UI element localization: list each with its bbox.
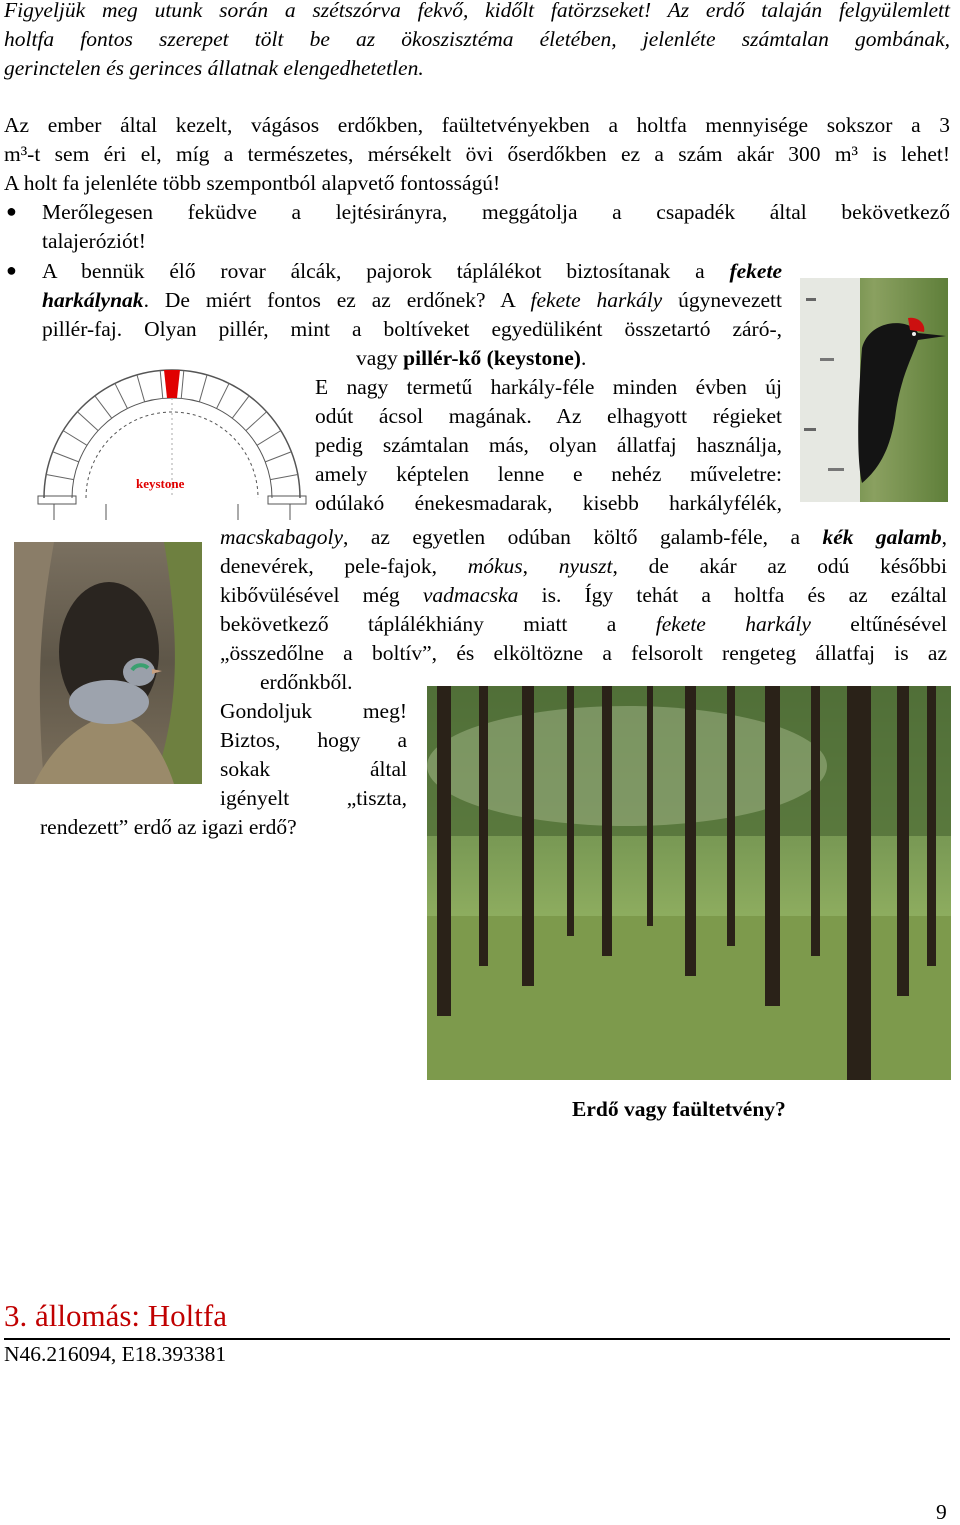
text-run: , <box>522 554 559 578</box>
arch-joint <box>137 375 145 402</box>
text-run: is. Így tehát a holtfa és az ezáltal <box>518 583 948 607</box>
keystone-label: keystone <box>136 476 185 491</box>
paragraph-line: odúlakó énekesmadarak, kisebb harkályfélék, <box>315 491 782 515</box>
arch-joint <box>53 452 79 462</box>
bullet-icon: ● <box>6 260 17 280</box>
paragraph-line: odút ácsol magának. Az elhagyott régieket <box>315 404 782 428</box>
arch-joint <box>95 396 112 418</box>
bullet-line: Merőlegesen feküdve a lejtésirányra, meggátolja a csapadék által bekövetkező <box>42 200 950 224</box>
pigeon-svg <box>14 542 202 784</box>
intro-line: Figyeljük meg utunk során a szétszórva fekvő, kidőlt fatörzseket! Az erdő talaján felgyülemlett <box>4 0 950 22</box>
arch-joint <box>77 412 98 431</box>
arch-joint <box>46 474 74 479</box>
text-run: kibővülésével még <box>220 583 423 607</box>
bullet-line: talajeróziót! <box>42 229 146 253</box>
question-line: rendezett” erdő az igazi erdő? <box>40 815 297 839</box>
arch-joint <box>199 375 207 402</box>
arch-joint <box>181 371 184 399</box>
arch-joint <box>217 383 229 408</box>
paragraph-line: A holt fa jelenléte több szempontból alapvető fontosságú! <box>4 171 501 195</box>
paragraph-line: E nagy termetű harkály-féle minden évben új <box>315 375 782 399</box>
gps-coordinates: N46.216094, E18.393381 <box>4 1342 227 1366</box>
species-paragraph <box>220 523 947 668</box>
intro-line: gerinctelen és gerinces állatnak elengedhetetlen. <box>4 56 424 80</box>
forest-plantation-photo <box>427 686 951 1080</box>
bullet-line: pillér-faj. Olyan pillér, mint a boltíveket egyedüliként összetartó záró-, <box>42 317 782 341</box>
text-run: vagy <box>356 346 404 370</box>
keystone-block <box>164 370 180 398</box>
text-run: pillér-kő (keystone) <box>403 346 581 370</box>
woodpecker-paragraph <box>315 373 782 518</box>
bullet-erosion <box>42 198 950 256</box>
keystone-arch-diagram <box>36 360 308 526</box>
text-run: nyuszt <box>558 554 613 578</box>
arch-joint <box>63 431 87 446</box>
question-line: igényelt „tiszta, <box>220 786 407 810</box>
text-run: fekete <box>729 259 782 283</box>
arch-joint <box>232 396 249 418</box>
paragraph-line: erdőnkből. <box>260 670 353 694</box>
text-run: kék galamb <box>822 525 942 549</box>
arch-joint <box>270 474 298 479</box>
text-run: úgynevezett <box>662 288 782 312</box>
question-paragraph <box>220 697 407 813</box>
deadwood-paragraph <box>4 111 950 198</box>
station-title: 3. állomás: Holtfa <box>4 1298 227 1333</box>
arch-joint <box>265 452 291 462</box>
question-line: Gondoljuk meg! <box>220 699 407 723</box>
arch-joint <box>246 412 267 431</box>
text-run: vadmacska <box>422 583 519 607</box>
paragraph-line <box>220 610 947 639</box>
paragraph-line: Az ember által kezelt, vágásos erdőkben, faültetvényekben a holtfa mennyisége sokszor a 3 <box>4 113 950 137</box>
text-run: harkálynak <box>42 288 144 312</box>
forest-svg <box>427 686 951 1080</box>
arch-joint <box>115 383 127 408</box>
text-run: macskabagoly <box>220 525 343 549</box>
question-line: Biztos, hogy a <box>220 728 407 752</box>
paragraph-line <box>220 581 947 610</box>
text-run: A bennük élő rovar álcák, pajorok táplálékot biztosítanak a <box>42 259 730 283</box>
text-run: bekövetkező táplálékhiány miatt a <box>220 612 656 636</box>
bullet-pillar-species <box>42 257 782 344</box>
paragraph-line: „összedőlne a boltív”, és elköltözne a felsorolt rengeteg állatfaj is az <box>220 641 947 665</box>
text-run: fekete harkály <box>655 612 811 636</box>
page-number: 9 <box>936 1500 947 1524</box>
text-run: eltűnésével <box>810 612 947 636</box>
stock-dove-photo <box>14 542 202 784</box>
paragraph-line <box>220 552 947 581</box>
text-run: , de akár az odú későbbi <box>612 554 947 578</box>
bullet-icon: ● <box>6 201 17 221</box>
arch-joint <box>257 431 281 446</box>
question-line: sokak által <box>220 757 407 781</box>
arch-svg <box>36 360 308 526</box>
text-run: , <box>941 525 947 549</box>
intro-line: holtfa fontos szerepet tölt be az ökoszisztéma életében, jelenléte számtalan gombának, <box>4 27 950 51</box>
text-run: . De miért fontos ez az erdőnek? A <box>143 288 531 312</box>
bullet-line <box>42 286 782 315</box>
paragraph-line: m³-t sem éri el, míg a természetes, mérsékelt övi őserdőkben ez a szám akár 300 m³ is lehet! <box>4 142 950 166</box>
paragraph-line <box>220 523 947 552</box>
text-run: denevérek, pele-fajok, <box>220 554 468 578</box>
intro-paragraph <box>4 0 950 83</box>
text-run: fekete harkály <box>530 288 663 312</box>
forest-caption: Erdő vagy faültetvény? <box>572 1097 786 1121</box>
arch-joint <box>160 371 163 399</box>
keystone-line <box>356 344 586 373</box>
woodpecker-svg <box>800 278 948 502</box>
black-woodpecker-photo <box>800 278 948 502</box>
paragraph-line: amely képtelen lenne e nehéz műveletre: <box>315 462 782 486</box>
text-run: mókus <box>467 554 523 578</box>
paragraph-line: pedig számtalan más, olyan állatfaj használja, <box>315 433 782 457</box>
text-run: , az egyetlen odúban költő galamb-féle, a <box>343 525 823 549</box>
bullet-line <box>42 257 782 286</box>
text-run: . <box>580 346 587 370</box>
